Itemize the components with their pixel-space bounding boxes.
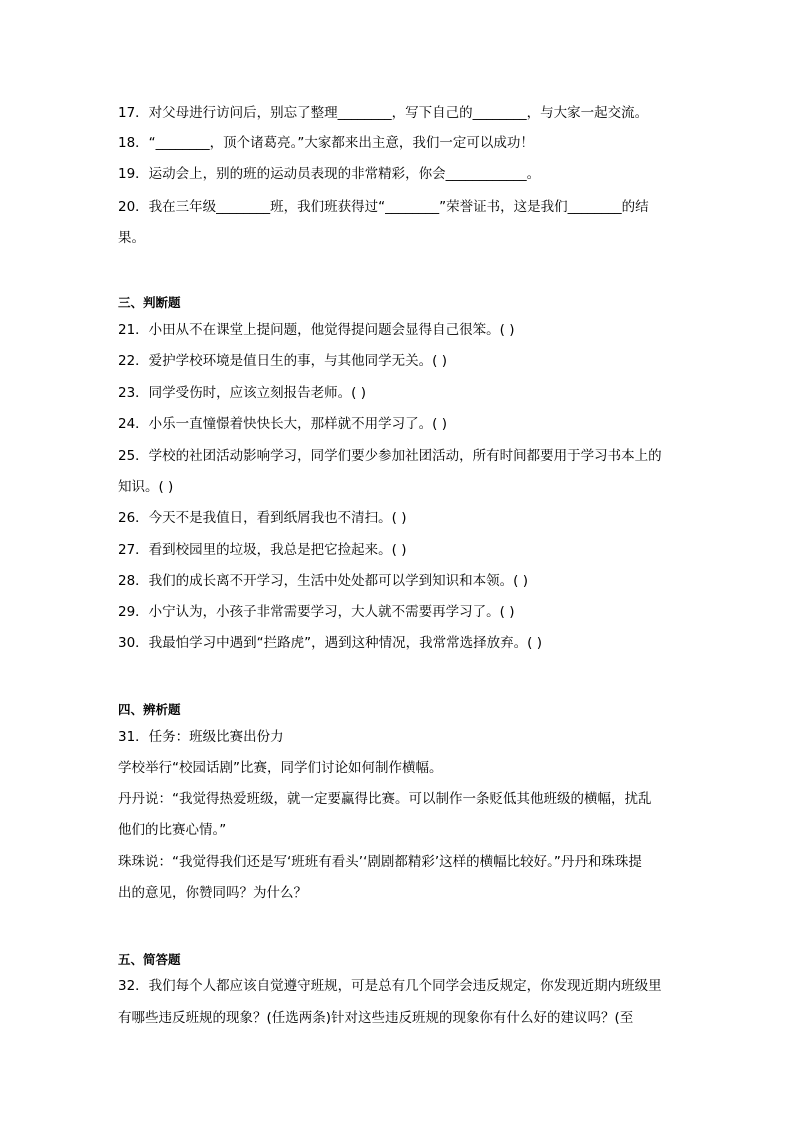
section-heading-analysis: 四、辨析题 [118, 702, 181, 717]
question-27: 27．看到校园里的垃圾，我总是把它捡起来。( ) [118, 542, 407, 558]
question-31-title: 31．任务：班级比赛出份力 [118, 729, 284, 745]
question-23: 23．同学受伤时，应该立刻报告老师。( ) [118, 385, 367, 401]
question-20-line-2: 果。 [118, 230, 145, 246]
section-heading-short-answer: 五、简答题 [118, 952, 181, 967]
question-19: 19．运动会上，别的班的运动员表现的非常精彩，你会____________。 [118, 166, 541, 182]
question-25-line-2: 知识。( ) [118, 479, 174, 495]
question-21: 21．小田从不在课堂上提问题，他觉得提问题会显得自己很笨。( ) [118, 322, 515, 338]
question-30: 30．我最怕学习中遇到“拦路虎”，遇到这种情况，我常常选择放弃。( ) [118, 635, 542, 651]
question-31-dandan-line-1: 丹丹说：“我觉得热爱班级，就一定要赢得比赛。可以制作一条贬低其他班级的横幅，扰乱 [118, 791, 652, 807]
question-20-line-1: 20．我在三年级________班，我们班获得过“________”荣誉证书，这是我们________的结 [118, 199, 649, 215]
question-31-zhuzhu-line-1: 珠珠说：“我觉得我们还是写‘班班有看头’‘剧剧都精彩’这样的横幅比较好。”丹丹和珠珠提 [118, 854, 642, 870]
section-heading-judgment: 三、判断题 [118, 295, 181, 310]
question-24: 24．小乐一直憧憬着快快长大，那样就不用学习了。( ) [118, 416, 448, 432]
question-31-dandan-line-2: 他们的比赛心情。” [118, 822, 227, 838]
question-26: 26．今天不是我值日，看到纸屑我也不清扫。( ) [118, 510, 407, 526]
question-17: 17．对父母进行访问后，别忘了整理________，写下自己的________，与大家一起交流。 [118, 105, 649, 121]
question-22: 22．爱护学校环境是值日生的事，与其他同学无关。( ) [118, 353, 448, 369]
question-32-line-1: 32．我们每个人都应该自觉遵守班规，可是总有几个同学会违反规定，你发现近期内班级里 [118, 978, 662, 994]
question-25-line-1: 25．学校的社团活动影响学习，同学们要少参加社团活动，所有时间都要用于学习书本上的 [118, 448, 662, 464]
question-29: 29．小宁认为，小孩子非常需要学习，大人就不需要再学习了。( ) [118, 604, 515, 620]
question-28: 28．我们的成长离不开学习，生活中处处都可以学到知识和本领。( ) [118, 573, 529, 589]
question-31-zhuzhu-line-2: 出的意见，你赞同吗？为什么？ [118, 885, 307, 901]
question-31-context: 学校举行“校园话剧”比赛，同学们讨论如何制作横幅。 [118, 760, 443, 776]
question-18: 18．“________，顶个诸葛亮。”大家都来出主意，我们一定可以成功！ [118, 135, 534, 151]
question-32-line-2: 有哪些违反班规的现象？(任选两条)针对这些违反班规的现象你有什么好的建议吗？(至 [118, 1010, 634, 1026]
